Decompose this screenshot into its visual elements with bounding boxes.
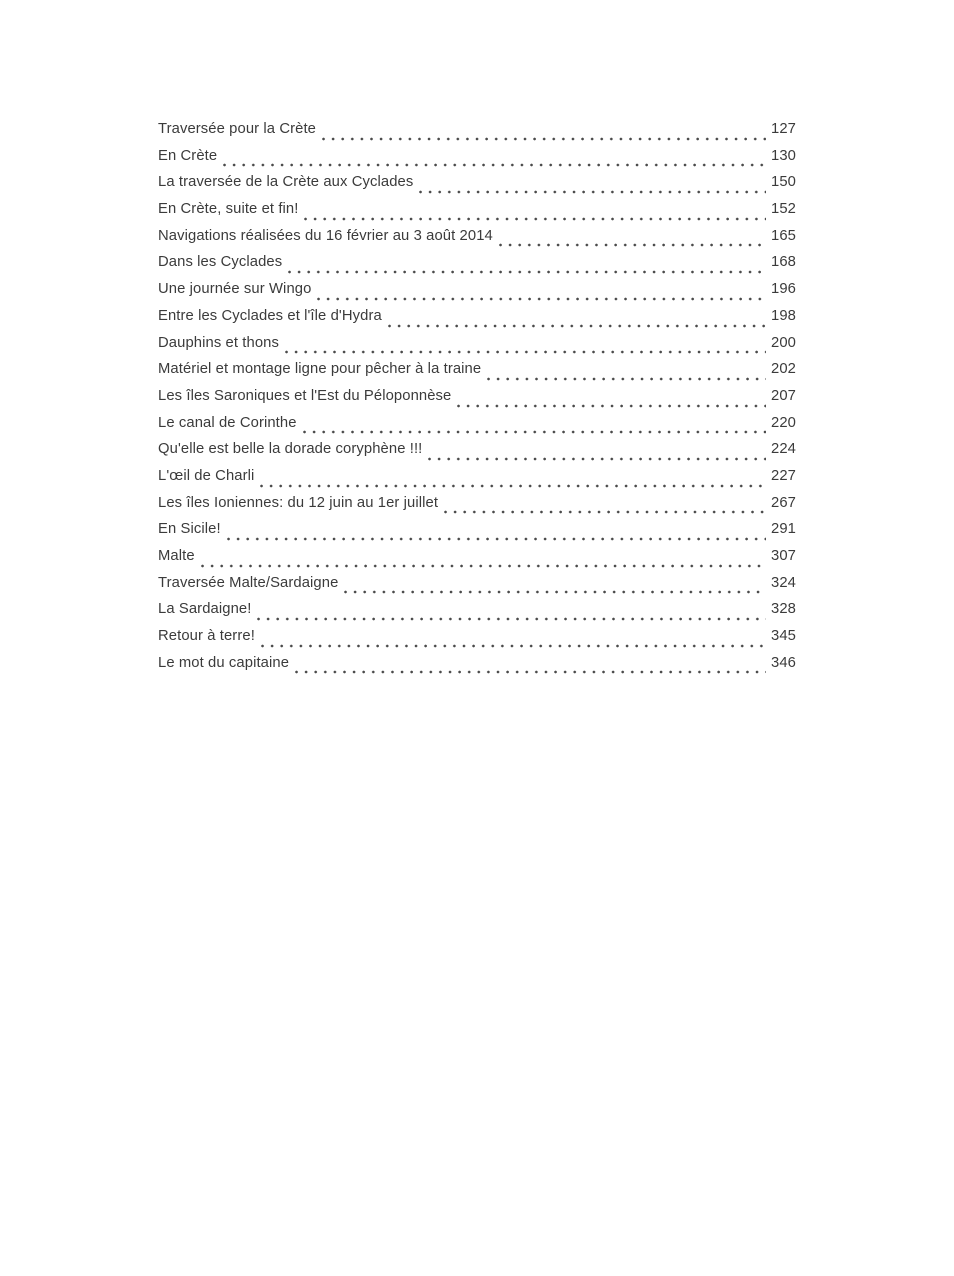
toc-entry-page: 196 [771,281,796,298]
toc-entry-page: 346 [771,654,796,671]
toc-entry-page: 150 [771,174,796,191]
toc-entry[interactable] [158,628,796,655]
dot-leader [388,324,766,328]
dot-leader [223,163,766,167]
toc-entry-title[interactable]: En Sicile! [158,521,221,538]
dot-leader [303,430,766,434]
toc-entry-page: 200 [771,334,796,351]
toc-entry-page: 324 [771,574,796,591]
toc-entry-title[interactable]: Entre les Cyclades et l'île d'Hydra [158,307,382,324]
toc-entry[interactable] [158,281,796,308]
toc-entry-page: 198 [771,307,796,324]
toc-entry-title[interactable]: Retour à terre! [158,628,255,645]
toc-entry[interactable] [158,655,796,682]
toc-entry[interactable] [158,575,796,602]
toc-entry[interactable] [158,174,796,201]
toc-entry-title[interactable]: Qu'elle est belle la dorade coryphène !!! [158,441,423,458]
dot-leader [428,457,766,461]
dot-leader [227,537,766,541]
dot-leader [457,404,766,408]
dot-leader [257,617,766,621]
toc-entry[interactable] [158,121,796,148]
toc-entry[interactable] [158,388,796,415]
toc-entry-title[interactable]: La Sardaigne! [158,601,252,618]
toc-entry-page: 130 [771,147,796,164]
toc-entry-title[interactable]: L'œil de Charli [158,467,255,484]
toc-entry[interactable] [158,148,796,175]
dot-leader [317,297,766,301]
dot-leader [288,270,766,274]
toc-list [158,121,796,681]
toc-entry-title[interactable]: Les îles Ioniennes: du 12 juin au 1er juillet [158,494,439,511]
dot-leader [487,377,766,381]
toc-entry-title[interactable]: Traversée pour la Crète [158,121,317,137]
toc-entry-title[interactable]: Matériel et montage ligne pour pêcher à la traine [158,361,482,378]
toc-entry-title[interactable]: Malte [158,548,195,564]
dot-leader [344,590,766,594]
dot-leader [304,217,766,221]
toc-entry[interactable] [158,441,796,468]
toc-entry-page: 168 [771,254,796,271]
toc-entry-page: 307 [771,548,796,564]
toc-entry-title[interactable]: Le canal de Corinthe [158,414,297,431]
toc-entry-title[interactable]: La traversée de la Crète aux Cyclades [158,174,414,191]
toc-entry-title[interactable]: En Crète [158,147,218,164]
toc-entry-page: 152 [771,201,796,218]
toc-entry-page: 291 [771,521,796,538]
toc-entry-title[interactable]: Une journée sur Wingo [158,281,312,298]
toc-entry[interactable] [158,601,796,628]
dot-leader [261,644,766,648]
toc-entry-title[interactable]: Dans les Cyclades [158,254,283,271]
toc-entry[interactable] [158,361,796,388]
toc-entry[interactable] [158,521,796,548]
toc-entry[interactable] [158,495,796,522]
toc-entry[interactable] [158,254,796,281]
toc-entry[interactable] [158,468,796,495]
dot-leader [419,190,766,194]
toc-entry[interactable] [158,335,796,362]
toc-entry[interactable] [158,548,796,575]
toc-entry-title[interactable]: Les îles Saroniques et l'Est du Péloponnèse [158,387,452,404]
toc-entry-page: 207 [771,387,796,404]
toc-entry[interactable] [158,415,796,442]
dot-leader [295,670,766,674]
toc-entry-title[interactable]: Le mot du capitaine [158,654,290,671]
dot-leader [499,243,766,247]
toc-entry-title[interactable]: Navigations réalisées du 16 février au 3 août 2014 [158,227,493,244]
dot-leader [260,484,766,488]
toc-entry[interactable] [158,201,796,228]
dot-leader [201,564,766,568]
toc-entry-page: 227 [771,467,796,484]
toc-entry-title[interactable]: En Crète, suite et fin! [158,201,299,218]
toc-entry[interactable] [158,308,796,335]
toc-entry-page: 224 [771,441,796,458]
toc-entry-page: 267 [771,494,796,511]
toc-entry-page: 345 [771,628,796,645]
toc-entry[interactable] [158,228,796,255]
toc-entry-title[interactable]: Dauphins et thons [158,334,279,351]
dot-leader [322,137,766,141]
toc-entry-page: 202 [771,361,796,378]
dot-leader [444,510,766,514]
dot-leader [285,350,766,354]
toc-entry-page: 220 [771,414,796,431]
toc-entry-page: 328 [771,601,796,618]
toc-entry-page: 165 [771,227,796,244]
toc-entry-page: 127 [771,121,796,137]
toc-entry-title[interactable]: Traversée Malte/Sardaigne [158,574,339,591]
